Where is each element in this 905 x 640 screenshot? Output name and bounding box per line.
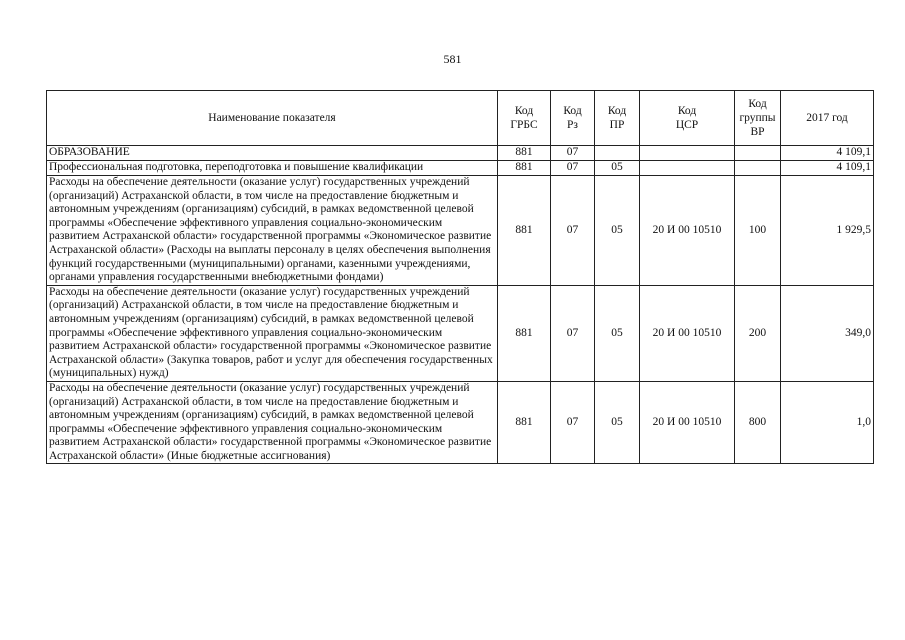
page-number: 581 (443, 52, 462, 66)
table-row (47, 161, 874, 176)
header-pr-line1: Код (607, 105, 627, 117)
row-amount: 1,0 (781, 381, 874, 464)
header-csr-line1: Код (677, 105, 697, 117)
row-vr (735, 161, 781, 176)
row-amount: 4 109,1 (781, 146, 874, 161)
header-rz-line2: Рз (567, 119, 578, 131)
header-pr-line2: ПР (609, 119, 625, 131)
row-name: Расходы на обеспечение деятельности (оказание услуг) государственных учреждений (организаций) Астраханской области, в том числе на предоставление бюджетным и автономным учреждениям (организациям) субсидий, в рамках ведомственной целевой программы «Обеспечение эффективного управления социально-экономическим развитием Астраханской области» государственной программы «Экономическое развитие Астраханской области» (Иные бюджетные ассигнования) (47, 381, 498, 464)
header-year: 2017 год (781, 91, 874, 146)
header-pr (595, 91, 640, 146)
row-pr: 05 (595, 161, 640, 176)
row-csr: 20 И 00 10510 (640, 285, 735, 381)
budget-table (46, 90, 874, 464)
header-grbs-line2: ГРБС (510, 119, 538, 131)
header-name: Наименование показателя (47, 91, 498, 146)
row-vr: 100 (735, 176, 781, 286)
row-name: Расходы на обеспечение деятельности (оказание услуг) государственных учреждений (организаций) Астраханской области, в том числе на предоставление бюджетным и автономным учреждениям (организациям) субсидий, в рамках ведомственной целевой программы «Обеспечение эффективного управления социально-экономическим развитием Астраханской области» государственной программы «Экономическое развитие Астраханской области» (Закупка товаров, работ и услуг для обеспечения государственных (муниципальных) нужд) (47, 285, 498, 381)
table-header-row (47, 91, 874, 146)
header-rz (551, 91, 595, 146)
row-vr (735, 146, 781, 161)
row-rz: 07 (551, 161, 595, 176)
row-csr (640, 146, 735, 161)
row-vr: 200 (735, 285, 781, 381)
row-pr: 05 (595, 285, 640, 381)
row-name: ОБРАЗОВАНИЕ (47, 146, 498, 161)
row-name: Профессиональная подготовка, переподготовка и повышение квалификации (47, 161, 498, 176)
row-amount: 349,0 (781, 285, 874, 381)
header-grbs-line1: Код (514, 105, 534, 117)
table-row (47, 176, 874, 286)
row-rz: 07 (551, 285, 595, 381)
row-name: Расходы на обеспечение деятельности (оказание услуг) государственных учреждений (организаций) Астраханской области, в том числе на предоставление бюджетным и автономным учреждениям (организациям) субсидий, в рамках ведомственной целевой программы «Обеспечение эффективного управления социально-экономическим развитием Астраханской области» государственной программы «Экономическое развитие Астраханской области» (Расходы на выплаты персоналу в целях обеспечения выполнения функций государственными (муниципальными) органами, казенными учреждениями, органами управления государственными внебюджетными фондами) (47, 176, 498, 286)
table-row (47, 381, 874, 464)
row-pr: 05 (595, 381, 640, 464)
header-vr-line2: группы (739, 112, 776, 124)
row-csr: 20 И 00 10510 (640, 176, 735, 286)
row-grbs: 881 (498, 161, 551, 176)
row-pr (595, 146, 640, 161)
row-vr: 800 (735, 381, 781, 464)
row-grbs: 881 (498, 381, 551, 464)
row-pr: 05 (595, 176, 640, 286)
header-rz-line1: Код (563, 105, 582, 117)
header-grbs (498, 91, 551, 146)
table-row (47, 146, 874, 161)
row-csr: 20 И 00 10510 (640, 381, 735, 464)
header-csr-line2: ЦСР (675, 119, 699, 131)
row-amount: 1 929,5 (781, 176, 874, 286)
header-vr-line3: ВР (750, 126, 765, 138)
row-rz: 07 (551, 176, 595, 286)
row-rz: 07 (551, 146, 595, 161)
row-rz: 07 (551, 381, 595, 464)
row-amount: 4 109,1 (781, 161, 874, 176)
header-vr (735, 91, 781, 146)
row-grbs: 881 (498, 176, 551, 286)
row-grbs: 881 (498, 285, 551, 381)
row-grbs: 881 (498, 146, 551, 161)
row-csr (640, 161, 735, 176)
header-csr (640, 91, 735, 146)
table-row (47, 285, 874, 381)
header-vr-line1: Код (748, 98, 767, 110)
